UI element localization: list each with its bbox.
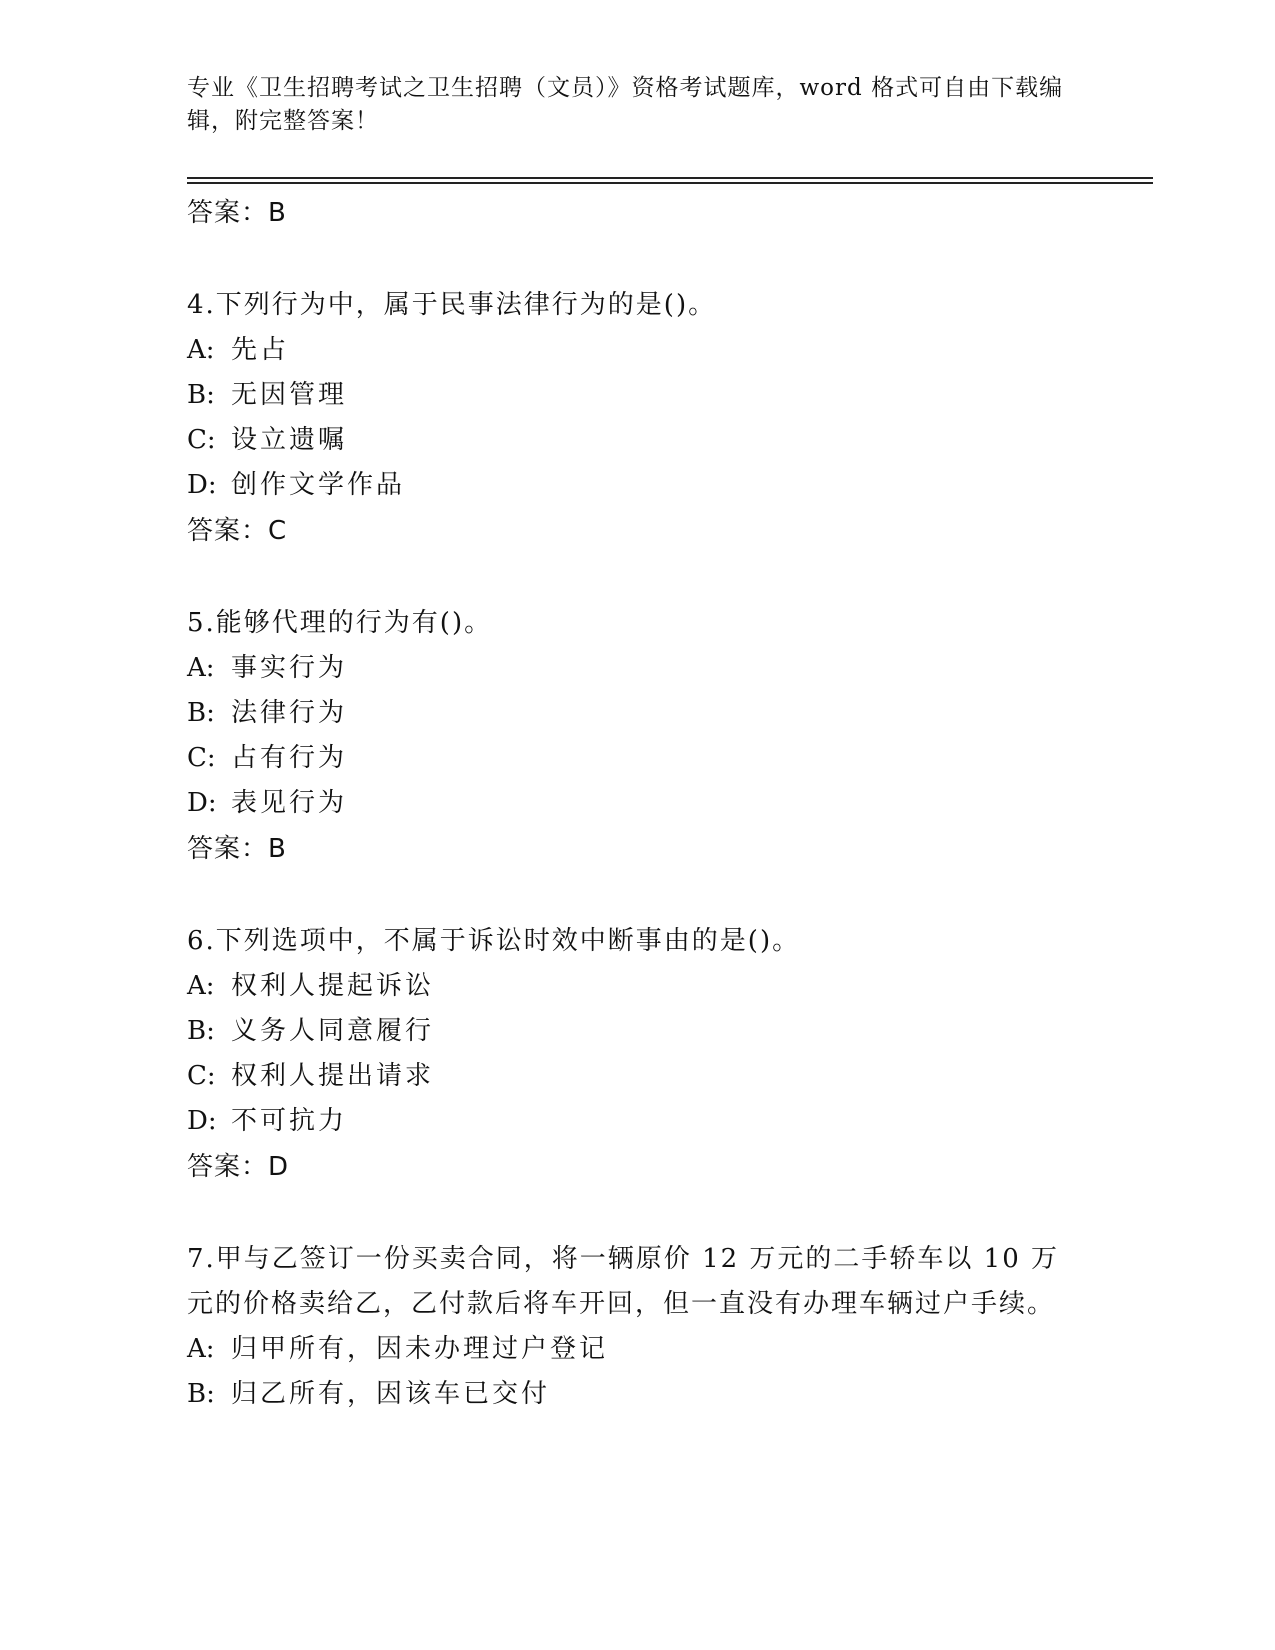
option-text: 占有行为	[231, 743, 348, 773]
option-a	[187, 646, 1087, 691]
option-c	[187, 418, 1087, 463]
answer-line: 答案：C	[187, 516, 288, 546]
option-text: 权利人提起诉讼	[231, 971, 435, 1001]
question-item	[187, 283, 1087, 554]
header-divider-top	[187, 177, 1153, 179]
option-text: 归乙所有，因该车已交付	[231, 1379, 551, 1409]
answer-line: 答案：B	[187, 834, 287, 864]
option-text: 事实行为	[231, 653, 348, 683]
option-b	[187, 1372, 1087, 1417]
option-a	[187, 328, 1087, 373]
question-item	[187, 1237, 1087, 1417]
option-text: 设立遗嘱	[231, 425, 348, 455]
option-d	[187, 463, 1087, 508]
option-b	[187, 1009, 1087, 1054]
option-key: B:	[187, 1379, 215, 1409]
option-text: 创作文学作品	[231, 470, 406, 500]
option-text: 表见行为	[231, 788, 348, 818]
option-text: 义务人同意履行	[231, 1016, 435, 1046]
option-key: C:	[187, 425, 216, 455]
option-b	[187, 373, 1087, 418]
option-key: B:	[187, 1016, 215, 1046]
option-key: A:	[187, 1334, 215, 1364]
option-a	[187, 1327, 1087, 1372]
option-text: 归甲所有，因未办理过户登记	[231, 1334, 609, 1364]
option-key: C:	[187, 1061, 216, 1091]
option-key: B:	[187, 698, 215, 728]
option-key: A:	[187, 971, 215, 1001]
question-text: 5.能够代理的行为有()。	[187, 608, 493, 638]
question-text: 7.甲与乙签订一份买卖合同，将一辆原价 12 万元的二手轿车以 10 万元的价格卖给乙，乙付款后将车开回，但一直没有办理车辆过户手续。	[187, 1244, 1060, 1319]
question-list	[187, 190, 1087, 1417]
question-item	[187, 601, 1087, 872]
option-text: 不可抗力	[231, 1106, 348, 1136]
document-header	[187, 72, 1087, 138]
question-text: 4.下列行为中，属于民事法律行为的是()。	[187, 290, 717, 320]
option-text: 无因管理	[231, 380, 348, 410]
option-d	[187, 1099, 1087, 1144]
option-a	[187, 964, 1087, 1009]
option-b	[187, 691, 1087, 736]
option-key: D:	[187, 1106, 217, 1136]
option-key: D:	[187, 788, 217, 818]
option-text: 法律行为	[231, 698, 348, 728]
option-c	[187, 736, 1087, 781]
answer-line: 答案：B	[187, 198, 287, 228]
option-key: A:	[187, 653, 215, 683]
option-text: 先占	[231, 335, 290, 365]
header-description: 专业《卫生招聘考试之卫生招聘（文员）》资格考试题库，word 格式可自由下载编辑，附完整答案！	[187, 75, 1064, 134]
header-divider-bottom	[187, 182, 1153, 184]
option-key: B:	[187, 380, 215, 410]
option-key: D:	[187, 470, 217, 500]
option-c	[187, 1054, 1087, 1099]
option-key: A:	[187, 335, 215, 365]
option-key: C:	[187, 743, 216, 773]
question-item	[187, 919, 1087, 1190]
question-text: 6.下列选项中，不属于诉讼时效中断事由的是()。	[187, 926, 801, 956]
option-d	[187, 781, 1087, 826]
answer-line: 答案：D	[187, 1152, 290, 1182]
option-text: 权利人提出请求	[231, 1061, 435, 1091]
